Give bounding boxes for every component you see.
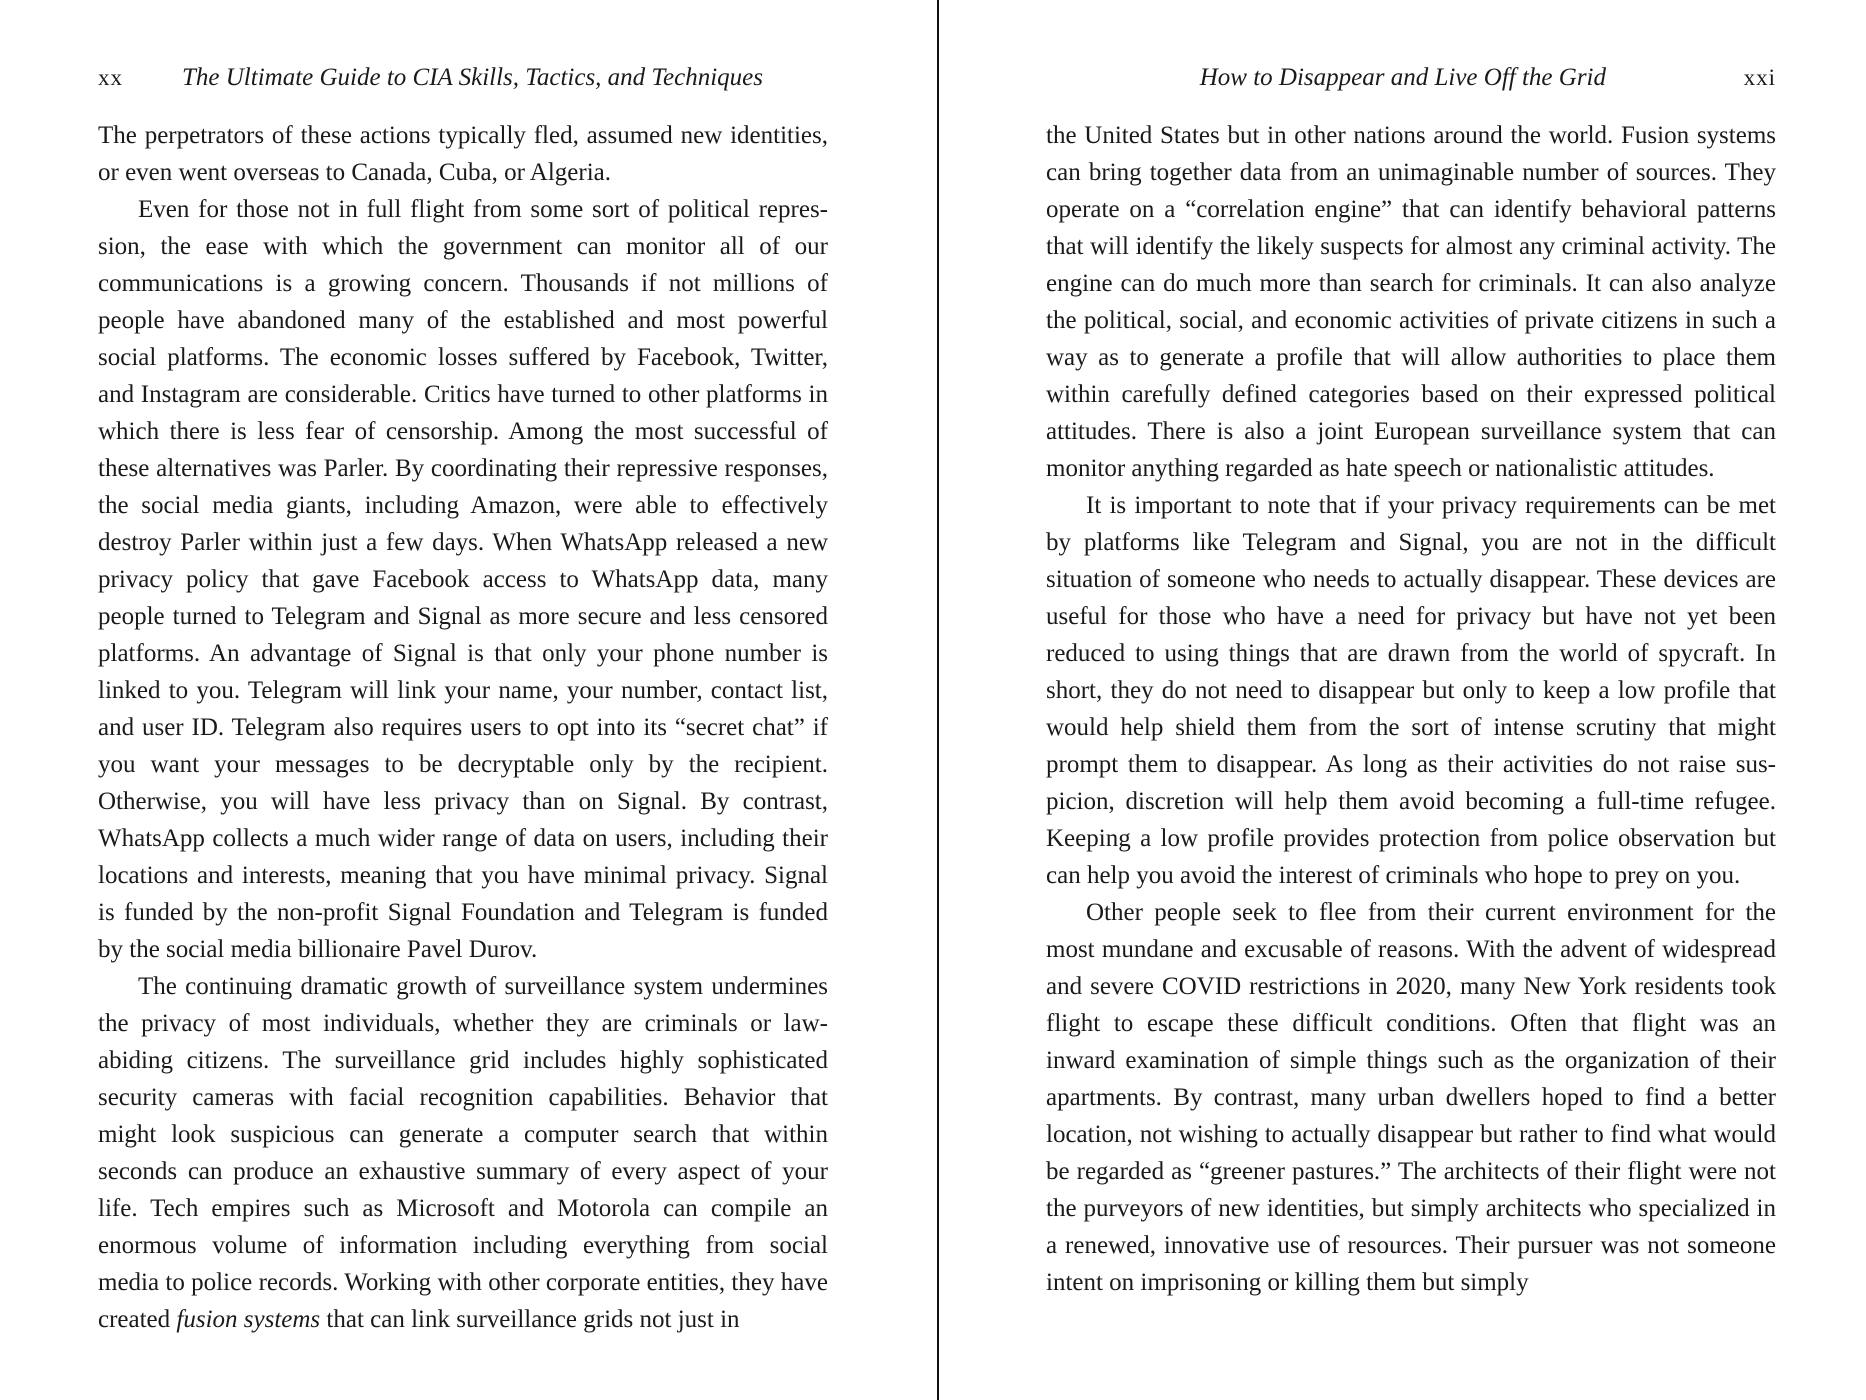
- right-paragraph-2: It is important to note that if your privacy requirements can be met by platforms like Telegram and Signal, you are not in the difficult situation of someone who needs to actually disappear. These devices are useful for those who have a need for privacy but have not yet been reduced to using things that are drawn from the world of spycraft. In short, they do not need to disappear but only to keep a low profile that would help shield them from the sort of intense scrutiny that might prompt them to disappear. As long as their activities do not raise suspicion, discretion will help them avoid becoming a full-time refugee. Keeping a low profile provides protection from police observation but can help you avoid the interest of criminals who hope to prey on you.: [1046, 492, 1776, 889]
- right-body-text: [1046, 117, 1776, 1301]
- left-paragraph-3-tail: that can link surveillance grids not just in: [320, 1306, 740, 1333]
- left-running-title: The Ultimate Guide to CIA Skills, Tactics, and Techniques: [182, 64, 764, 91]
- right-page: [1046, 0, 1776, 1400]
- right-running-title: How to Disappear and Live Off the Grid: [1199, 64, 1606, 91]
- left-body-text: [98, 117, 828, 1338]
- left-running-head: [98, 62, 828, 94]
- left-page: [98, 0, 828, 1400]
- page-gutter-divider: [937, 0, 939, 1400]
- right-paragraph-1: the United States but in other nations around the world. Fusion systems can bring together data from an unimaginable number of sources. They operate on a “correlation engine” that can identify behavioral patterns that will identify the likely suspects for almost any criminal activity. The engine can do much more than search for criminals. It can also analyze the political, social, and economic activities of private citizens in such a way as to generate a profile that will allow authorities to place them within carefully defined categories based on their expressed political attitudes. There is also a joint European surveillance system that can monitor anything regarded as hate speech or nationalistic attitudes.: [1046, 122, 1776, 482]
- left-page-number: xx: [98, 65, 123, 90]
- right-running-head: [1046, 62, 1776, 94]
- left-paragraph-1: The perpetrators of these actions typically fled, assumed new identities, or even went overseas to Canada, Cuba, or Algeria.: [98, 122, 828, 186]
- right-paragraph-3: Other people seek to flee from their current environment for the most mundane and excusable of reasons. With the advent of widespread and severe COVID restrictions in 2020, many New York residents took flight to escape these difficult conditions. Often that flight was an inward examination of simple things such as the organization of their apartments. By contrast, many urban dwellers hoped to find a better location, not wishing to actually disappear but rather to find what would be regarded as “greener pastures.” The architects of their flight were not the purveyors of new identities, but simply architects who specialized in a renewed, innovative use of resources. Their pursuer was not someone intent on imprisoning or killing them but simply: [1046, 899, 1776, 1296]
- left-paragraph-2: Even for those not in full flight from some sort of political repression, the ease with which the government can monitor all of our communications is a growing concern. Thousands if not millions of people have abandoned many of the established and most powerful social platforms. The economic losses suffered by Facebook, Twitter, and Instagram are considerable. Critics have turned to other platforms in which there is less fear of censorship. Among the most successful of these alternatives was Parler. By coordinating their repressive responses, the social media giants, including Amazon, were able to effectively destroy Parler within just a few days. When WhatsApp released a new privacy policy that gave Facebook access to WhatsApp data, many people turned to Telegram and Signal as more secure and less censored platforms. An advantage of Signal is that only your phone number is linked to you. Telegram will link your name, your number, contact list, and user ID. Telegram also requires users to opt into its “secret chat” if you want your messages to be decryptable only by the recipient. Otherwise, you will have less privacy than on Signal. By contrast, WhatsApp collects a much wider range of data on users, including their locations and interests, meaning that you have minimal privacy. Signal is funded by the non-profit Signal Foundation and Telegram is funded by the social media billionaire Pavel Durov.: [98, 196, 828, 963]
- left-paragraph-3-text: The continuing dramatic growth of surveillance system undermines the privacy of most individuals, whether they are criminals or law-abiding citizens. The surveillance grid includes highly sophisticated security cameras with facial recognition capabilities. Behavior that might look suspicious can generate a computer search that within seconds can produce an exhaustive summary of every aspect of your life. Tech empires such as Microsoft and Motorola can compile an enormous volume of information including everything from social media to police records. Working with other corporate entities, they have created: [98, 973, 828, 1333]
- italic-term-fusion-systems: fusion systems: [176, 1306, 321, 1333]
- right-page-number: xxi: [1743, 65, 1776, 90]
- left-paragraph-3: [98, 968, 828, 1338]
